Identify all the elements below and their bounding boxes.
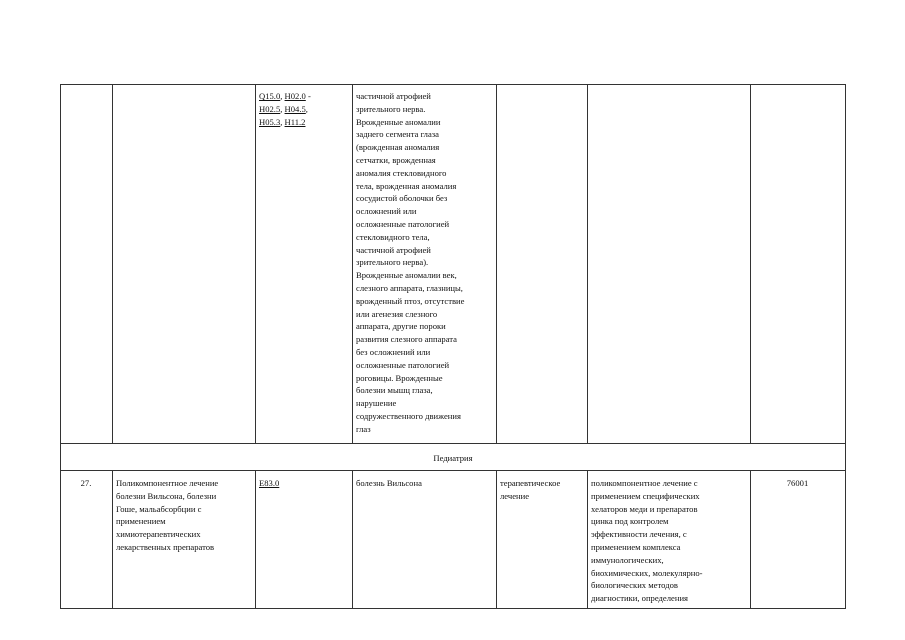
icd-code-link[interactable]: H04.5 <box>284 103 306 114</box>
icd-code-link[interactable]: Q15.0 <box>259 91 281 101</box>
diagnosis-line: заднего сегмента глаза <box>356 129 439 140</box>
treatment-method-line: иммунологических, <box>591 554 664 565</box>
diagnosis-line: содружественного движения <box>356 410 461 421</box>
diagnosis-line: Врожденные аномалии <box>356 116 441 127</box>
column-divider <box>112 470 113 608</box>
diagnosis-line: осложнений или <box>356 206 417 217</box>
table-top-border <box>60 84 846 85</box>
treatment-method-line: поликомпонентное лечение с <box>591 478 698 488</box>
icd-code-link[interactable]: E83.0 <box>259 478 280 488</box>
diagnosis-line: тела, врожденная аномалия <box>356 180 457 191</box>
code-separator: , <box>280 116 285 127</box>
column-divider <box>587 84 588 443</box>
treatment-type-line: лечение <box>500 490 530 501</box>
diagnosis-line: роговицы. Врожденные <box>356 372 443 383</box>
treatment-method-line: применением специфических <box>591 490 700 501</box>
column-divider <box>750 470 751 608</box>
icd-code-link[interactable]: H02.0 <box>284 91 306 101</box>
care-type-name-line: химиотерапевтических <box>116 529 201 540</box>
diagnosis-line: стекловидного тела, <box>356 231 430 242</box>
section-title: Педиатрия <box>433 453 473 463</box>
icd-codes-line <box>259 116 311 129</box>
code-separator: - <box>305 91 311 101</box>
diagnosis-line: аномалия стекловидного <box>356 167 447 178</box>
icd-code-link[interactable]: H11.2 <box>284 116 306 127</box>
diagnosis-line: сосудистой оболочки без <box>356 193 448 204</box>
care-type-name-line: Гоше, мальабсорбции с <box>116 503 202 514</box>
column-divider <box>60 84 61 608</box>
diagnosis-line: осложненные патологией <box>356 218 450 229</box>
diagnosis-line: частичной атрофией <box>356 91 431 101</box>
table-bottom-border <box>60 608 846 609</box>
treatment-method-line: цинка под контролем <box>591 516 669 527</box>
diagnosis-line: развития слезного аппарата <box>356 334 457 345</box>
treatment-method-line: биологических методов <box>591 580 678 591</box>
diagnosis-cell <box>356 90 464 436</box>
code-separator: , <box>305 103 308 114</box>
diagnosis-line: или агенезия слезного <box>356 308 438 319</box>
icd-code-link[interactable]: H02.5 <box>259 103 281 114</box>
diagnosis-line: слезного аппарата, глазницы, <box>356 282 463 293</box>
column-divider <box>496 470 497 608</box>
icd-codes-cell <box>259 90 311 128</box>
care-type-name-line: применением <box>116 516 166 527</box>
diagnosis-text: болезнь Вильсона <box>356 478 422 488</box>
treatment-method-line: эффективности лечения, с <box>591 529 687 540</box>
diagnosis-line: частичной атрофией <box>356 244 431 255</box>
column-divider <box>845 84 846 608</box>
diagnosis-line: сетчатки, врожденная <box>356 154 436 165</box>
diagnosis-line: без осложнений или <box>356 346 431 357</box>
column-divider <box>352 470 353 608</box>
treatment-method-line: применением комплекса <box>591 541 681 552</box>
diagnosis-line: зрительного нерва. <box>356 103 426 114</box>
treatment-type-cell <box>500 477 560 503</box>
diagnosis-line: аппарата, другие пороки <box>356 321 446 332</box>
icd-codes-line <box>259 103 311 116</box>
column-divider <box>496 84 497 443</box>
column-divider <box>255 84 256 443</box>
code-separator: , <box>280 91 285 101</box>
column-divider <box>750 84 751 443</box>
treatment-method-line: диагностики, определения <box>591 593 688 604</box>
column-divider <box>352 84 353 443</box>
diagnosis-line: нарушение <box>356 398 397 409</box>
diagnosis-line: зрительного нерва). <box>356 257 429 268</box>
diagnosis-line: Врожденные аномалии век, <box>356 270 457 281</box>
row-number: 27. <box>80 478 92 488</box>
diagnosis-line: болезни мышц глаза, <box>356 385 433 396</box>
diagnosis-line: осложненные патологией <box>356 359 450 370</box>
row-separator <box>60 470 846 471</box>
care-type-name-line: Поликомпонентное лечение <box>116 478 219 488</box>
treatment-method-line: биохимических, молекулярно- <box>591 567 703 578</box>
treatment-method-cell <box>591 477 703 605</box>
diagnosis-line: глаз <box>356 423 371 434</box>
column-divider <box>255 470 256 608</box>
column-divider <box>112 84 113 443</box>
icd-codes-line <box>259 90 311 103</box>
care-type-name-line: лекарственных препаратов <box>116 541 215 552</box>
row-separator <box>60 443 846 444</box>
code-separator: , <box>280 103 285 114</box>
diagnosis-line: врожденный птоз, отсутствие <box>356 295 465 306</box>
care-type-name-line: болезни Вильсона, болезни <box>116 490 217 501</box>
cost-value: 76001 <box>786 478 809 488</box>
icd-code-link[interactable]: H05.3 <box>259 116 281 127</box>
column-divider <box>587 470 588 608</box>
diagnosis-line: (врожденная аномалия <box>356 142 440 153</box>
care-type-name-cell <box>116 477 218 554</box>
treatment-method-line: хелаторов меди и препаратов <box>591 503 698 514</box>
treatment-type-line: терапевтическое <box>500 478 561 488</box>
